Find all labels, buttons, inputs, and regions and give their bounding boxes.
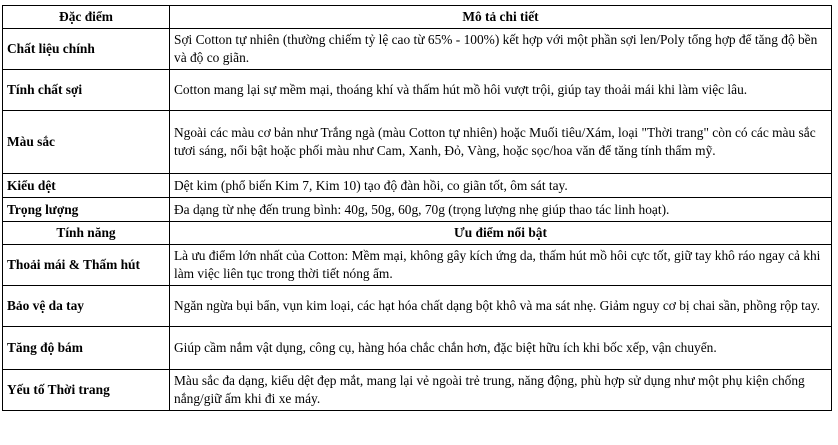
table-row: [3, 111, 832, 174]
row-label: Tính chất sợi: [3, 70, 170, 111]
row-label: Trọng lượng: [3, 198, 170, 222]
column-header-description: Mô tả chi tiết: [170, 6, 832, 29]
row-description: Sợi Cotton tự nhiên (thường chiếm tỷ lệ cao từ 65% - 100%) kết hợp với một phần sợi len/Poly tổng hợp để tăng độ bền và độ co giãn.: [170, 29, 832, 70]
table-row: [3, 245, 832, 286]
row-label: Yếu tố Thời trang: [3, 370, 170, 411]
row-description: Giúp cầm nắm vật dụng, công cụ, hàng hóa chắc chắn hơn, đặc biệt hữu ích khi bốc xếp, vận chuyển.: [170, 327, 832, 370]
header-row: [3, 222, 832, 245]
row-description: Đa dạng từ nhẹ đến trung bình: 40g, 50g, 60g, 70g (trọng lượng nhẹ giúp thao tác linh hoạt).: [170, 198, 832, 222]
row-description: Cotton mang lại sự mềm mại, thoáng khí và thấm hút mồ hôi vượt trội, giúp tay thoải mái khi làm việc lâu.: [170, 70, 832, 111]
product-spec-table: [2, 5, 832, 411]
column-header-advantages: Ưu điểm nổi bật: [170, 222, 832, 245]
row-label: Chất liệu chính: [3, 29, 170, 70]
section-features: [3, 222, 832, 411]
row-label: Bảo vệ da tay: [3, 286, 170, 327]
row-description: Dệt kim (phổ biến Kim 7, Kim 10) tạo độ đàn hồi, co giãn tốt, ôm sát tay.: [170, 174, 832, 198]
table-row: [3, 286, 832, 327]
row-label: Tăng độ bám: [3, 327, 170, 370]
table-row: [3, 198, 832, 222]
header-row: [3, 6, 832, 29]
row-label: Kiểu dệt: [3, 174, 170, 198]
table-row: [3, 29, 832, 70]
column-header-function: Tính năng: [3, 222, 170, 245]
row-description: Màu sắc đa dạng, kiểu dệt đẹp mắt, mang lại vẻ ngoài trẻ trung, năng động, phù hợp sử dụng như một phụ kiện chống nắng/giữ ấm khi đi xe máy.: [170, 370, 832, 411]
table-row: [3, 327, 832, 370]
column-header-feature: Đặc điểm: [3, 6, 170, 29]
row-description: Là ưu điểm lớn nhất của Cotton: Mềm mại, không gây kích ứng da, thấm hút mồ hôi cực tốt, giữ tay khô ráo ngay cả khi làm việc liên tục trong thời tiết nóng ẩm.: [170, 245, 832, 286]
table-row: [3, 370, 832, 411]
table-row: [3, 174, 832, 198]
row-label: Thoải mái & Thấm hút: [3, 245, 170, 286]
table-row: [3, 70, 832, 111]
row-description: Ngoài các màu cơ bản như Trắng ngà (màu Cotton tự nhiên) hoặc Muối tiêu/Xám, loại "Thời trang" còn có các màu sắc tươi sáng, nổi bật hoặc phối màu như Cam, Xanh, Đỏ, Vàng, hoặc sọc/hoa văn để tăng tính thẩm mỹ.: [170, 111, 832, 174]
row-description: Ngăn ngừa bụi bẩn, vụn kim loại, các hạt hóa chất dạng bột khô và ma sát nhẹ. Giảm nguy cơ bị chai sần, phồng rộp tay.: [170, 286, 832, 327]
row-label: Màu sắc: [3, 111, 170, 174]
section-characteristics: [3, 6, 832, 222]
